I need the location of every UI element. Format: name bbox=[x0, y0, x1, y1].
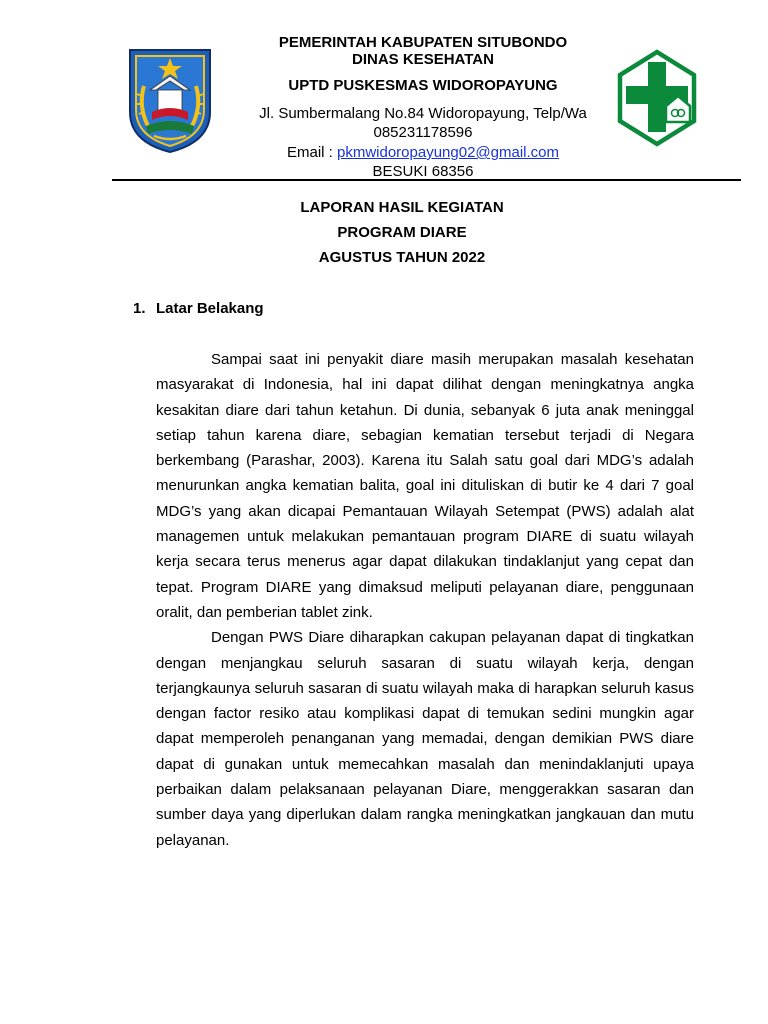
email-label: Email : bbox=[286, 144, 333, 161]
title-line-1: LAPORAN HASIL KEGIATAN bbox=[300, 199, 504, 216]
section-body bbox=[156, 347, 694, 853]
unit-name: UPTD PUSKESMAS WIDOROPAYUNG bbox=[288, 77, 558, 94]
section-number: 1. bbox=[133, 300, 146, 317]
department-name: DINAS KESEHATAN bbox=[352, 51, 494, 68]
city-postal: BESUKI 68356 bbox=[372, 163, 474, 180]
title-line-2: PROGRAM DIARE bbox=[337, 224, 467, 241]
phone-number: 085231178596 bbox=[373, 124, 473, 141]
section-heading bbox=[133, 300, 264, 317]
email-line bbox=[228, 144, 618, 161]
paragraph-2: Dengan PWS Diare diharapkan cakupan pelayanan dapat di tingkatkan dengan menjangkau seluruh sasaran di suatu wilayah kerja, dengan terjangkaunya seluruh sasaran di suatu wilayah maka di harapkan seluruh kasus dengan factor resiko atau komplikasi dapat di temukan sedini mungkin agar dapat memperoleh penanganan yang memadai, dengan demikian PWS diare dapat di gunakan untuk memecahkan masalah dan menindaklanjuti upaya perbaikan dalam pelaksanaan pelayanan Diare, menggerakkan sasaran dan sumber daya yang diperlukan dalam rangka meningkatkan jangkauan dan mutu pelayanan. bbox=[156, 629, 694, 849]
report-title bbox=[0, 199, 768, 274]
puskesmas-logo-icon bbox=[616, 48, 698, 148]
section-title: Latar Belakang bbox=[156, 300, 264, 317]
government-name: PEMERINTAH KABUPATEN SITUBONDO bbox=[278, 34, 568, 51]
letterhead-divider bbox=[112, 179, 741, 181]
letterhead bbox=[228, 34, 618, 180]
paragraph-1: Sampai saat ini penyakit diare masih merupakan masalah kesehatan masyarakat di Indonesia, hal ini dapat dilihat dengan meningkatnya angka kesakitan diare dari tahun ketahun. Di dunia, sebanyak 6 juta anak meninggal setiap tahun karena diare, sebagian kematian tersebut terjadi di Negara berkembang (Parashar, 2003). Karena itu Salah satu goal dari MDG’s adalah menurunkan angka kematian balita, goal ini dituliskan di butir ke 4 dari 7 goal MDG’s yang akan dicapai Pemantauan Wilayah Setempat (PWS) adalah alat managemen untuk melakukan pemantauan program DIARE di suatu wilayah kerja secara terus menerus agar dapat dilakukan tindaklanjut yang cepat dan tepat. Program DIARE yang dimaksud meliputi pelayanan diare, penggunaan oralit, dan pemberian tablet zink. bbox=[156, 351, 694, 621]
title-line-3: AGUSTUS TAHUN 2022 bbox=[318, 249, 486, 266]
situbondo-emblem-icon bbox=[122, 46, 218, 154]
email-link[interactable]: pkmwidoropayung02@gmail.com bbox=[337, 144, 559, 161]
address-line: Jl. Sumbermalang No.84 Widoropayung, Telp/Wa bbox=[259, 105, 587, 122]
